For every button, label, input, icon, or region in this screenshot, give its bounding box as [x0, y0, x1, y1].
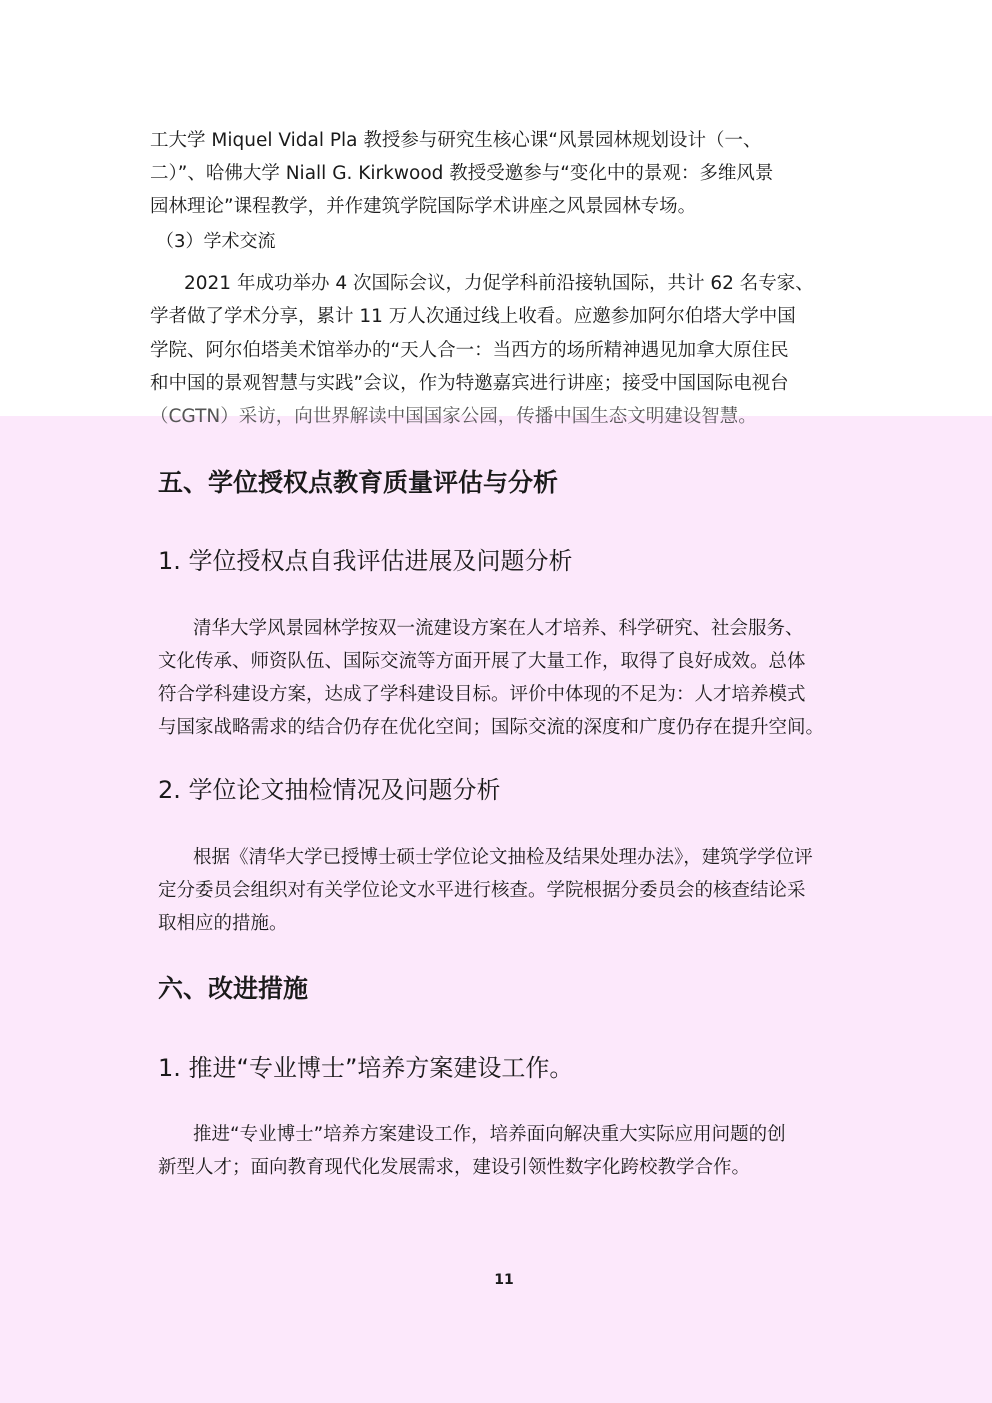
- body-line: 定分委员会组织对有关学位论文水平进行核查。学院根据分委员会的核查结论采: [158, 880, 806, 901]
- body-line: 推进“专业博士”培养方案建设工作，培养面向解决重大实际应用问题的创: [193, 1124, 786, 1145]
- body-line: 二）”、哈佛大学 Niall G. Kirkwood 教授受邀参与“变化中的景观：多维风景: [150, 163, 774, 184]
- subheading-academic-exchange: （3）学术交流: [156, 231, 276, 252]
- body-line: 园林理论”课程教学，并作建筑学院国际学术讲座之风景园林专场。: [150, 196, 697, 217]
- body-line: 清华大学风景园林学按双一流建设方案在人才培养、科学研究、社会服务、: [193, 618, 804, 639]
- body-line: 2021 年成功举办 4 次国际会议，力促学科前沿接轨国际，共计 62 名专家、: [184, 273, 814, 294]
- body-line: 与国家战略需求的结合仍存在优化空间；国际交流的深度和广度仍存在提升空间。: [158, 717, 825, 738]
- body-line: 根据《清华大学已授博士硕士学位论文抽检及结果处理办法》，建筑学学位评: [193, 847, 813, 868]
- body-line: 符合学科建设方案，达成了学科建设目标。评价中体现的不足为：人才培养模式: [158, 684, 806, 705]
- section-heading: 六、改进措施: [158, 974, 309, 1003]
- subsection-heading: 1. 推进“专业博士”培养方案建设工作。: [158, 1054, 574, 1082]
- body-line: 新型人才；面向教育现代化发展需求，建设引领性数字化跨校教学合作。: [158, 1157, 751, 1178]
- body-line: 学者做了学术分享，累计 11 万人次通过线上收看。应邀参加阿尔伯塔大学中国: [150, 306, 796, 327]
- body-line: 学院、阿尔伯塔美术馆举办的“天人合一：当西方的场所精神遇见加拿大原住民: [150, 340, 789, 361]
- body-line: （CGTN）采访，向世界解读中国国家公园，传播中国生态文明建设智慧。: [150, 406, 757, 427]
- subsection-heading: 2. 学位论文抽检情况及问题分析: [158, 776, 501, 804]
- body-line: 和中国的景观智慧与实践”会议，作为特邀嘉宾进行讲座；接受中国国际电视台: [150, 373, 789, 394]
- page-number: 11: [494, 1272, 514, 1288]
- subsection-heading: 1. 学位授权点自我评估进展及问题分析: [158, 547, 573, 575]
- body-line: 取相应的措施。: [158, 913, 288, 934]
- section-heading: 五、学位授权点教育质量评估与分析: [158, 468, 559, 497]
- body-line: 工大学 Miquel Vidal Pla 教授参与研究生核心课“风景园林规划设计（一、: [150, 130, 762, 151]
- body-line: 文化传承、师资队伍、国际交流等方面开展了大量工作，取得了良好成效。总体: [158, 651, 806, 672]
